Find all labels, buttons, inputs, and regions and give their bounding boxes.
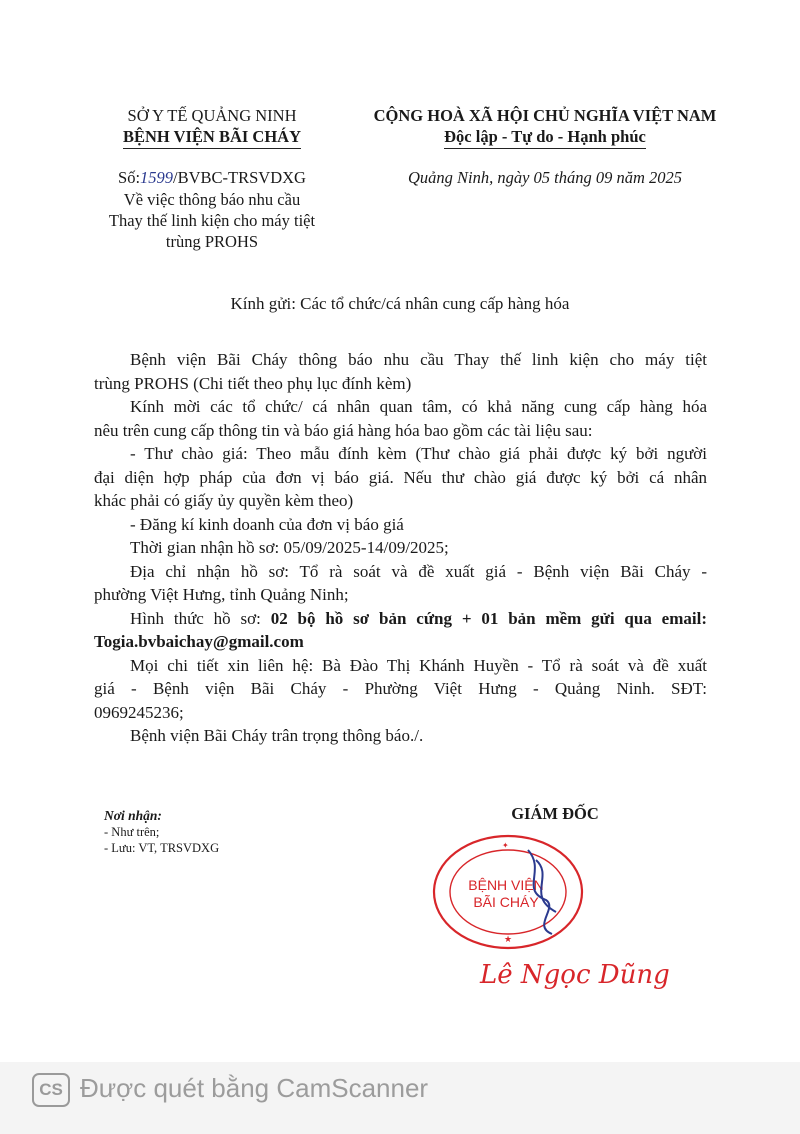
issuer-block (92, 105, 332, 149)
contact-line-1: Mọi chi tiết xin liên hệ: Bà Đào Thị Khánh Huyền - Tổ rà soát và đề xuất (130, 655, 707, 675)
recipient-line: Kính gửi: Các tổ chức/cá nhân cung cấp hàng hóa (230, 294, 570, 313)
bullet-quotation-line-2: đại diện hợp pháp của đơn vị báo giá. Nếu thư chào giá được ký bởi cá nhân (94, 467, 707, 487)
recipient-item: - Lưu: VT, TRSVDXG (104, 841, 220, 855)
hospital-name: BỆNH VIỆN BÃI CHÁY (92, 126, 332, 149)
svg-text:✦: ✦ (502, 841, 509, 850)
stamp-text-line-1: BỆNH VIỆN (468, 877, 544, 893)
receive-time: Thời gian nhận hồ sơ: 05/09/2025-14/09/2025; (130, 538, 449, 557)
bullet-quotation-line-3: khác phải có giấy ủy quyền kèm theo) (94, 491, 354, 510)
address-line-1: Địa chỉ nhận hồ sơ: Tổ rà soát và đề xuất giá - Bệnh viện Bãi Cháy - (130, 561, 707, 581)
document-subject: Về việc thông báo nhu cầu Thay thế linh kiện cho máy tiệt trùng PROHS (108, 190, 316, 251)
stamp-text-line-2: BÃI CHÁY (473, 894, 539, 910)
email-address: Togia.bvbaichay@gmail.com (94, 632, 304, 651)
recipients-label: Nơi nhận: (104, 808, 162, 823)
submission-form: Hình thức hồ sơ: 02 bộ hồ sơ bản cứng + 01 bản mềm gửi qua email: (130, 608, 708, 628)
contact-line-2: giá - Bệnh viện Bãi Cháy - Phường Việt Hưng - Quảng Ninh. SĐT: (94, 679, 707, 698)
department-name: SỞ Y TẾ QUẢNG NINH (127, 106, 297, 125)
camscanner-text: Được quét bằng CamScanner (80, 1073, 429, 1103)
paragraph-1-line-1: Bệnh viện Bãi Cháy thông báo nhu cầu Thay thế linh kiện cho máy tiệt (130, 350, 707, 369)
place-date: Quảng Ninh, ngày 05 tháng 09 năm 2025 (407, 168, 683, 187)
recipient-item: - Như trên; (104, 825, 160, 839)
recipients-block (104, 808, 354, 856)
paragraph-2-line-1: Kính mời các tổ chức/ cá nhân quan tâm, có khả năng cung cấp hàng hóa (130, 397, 707, 416)
address-line-2: phường Việt Hưng, tỉnh Quảng Ninh; (94, 585, 349, 604)
letter-body (94, 348, 707, 748)
motto: Độc lập - Tự do - Hạnh phúc (350, 126, 740, 149)
bullet-business-registration: - Đăng kí kinh doanh của đơn vị báo giá (130, 514, 404, 534)
official-stamp (428, 830, 588, 950)
camscanner-logo: CS (32, 1073, 70, 1107)
contact-line-3: 0969245236; (94, 702, 184, 722)
paragraph-2-line-2: nêu trên cung cấp thông tin và báo giá hàng hóa bao gồm các tài liệu sau: (94, 420, 593, 440)
handwritten-number: 1599 (140, 168, 174, 187)
svg-text:★: ★ (504, 934, 513, 944)
nation-name: CỘNG HOÀ XÃ HỘI CHỦ NGHĨA VIỆT NAM (373, 106, 717, 125)
paragraph-1-line-2: trùng PROHS (Chi tiết theo phụ lục đính kèm) (94, 373, 412, 393)
bullet-quotation-line-1: - Thư chào giá: Theo mẫu đính kèm (Thư chào giá phải được ký bởi người (130, 444, 707, 463)
document-number: Số:1599/BVBC-TRSVDXG (118, 168, 306, 187)
signature-title: GIÁM ĐỐC (511, 804, 599, 823)
national-header (350, 105, 740, 149)
signer-name: Lê Ngọc Dũng (480, 960, 670, 990)
closing-line: Bệnh viện Bãi Cháy trân trọng thông báo./. (130, 726, 424, 745)
